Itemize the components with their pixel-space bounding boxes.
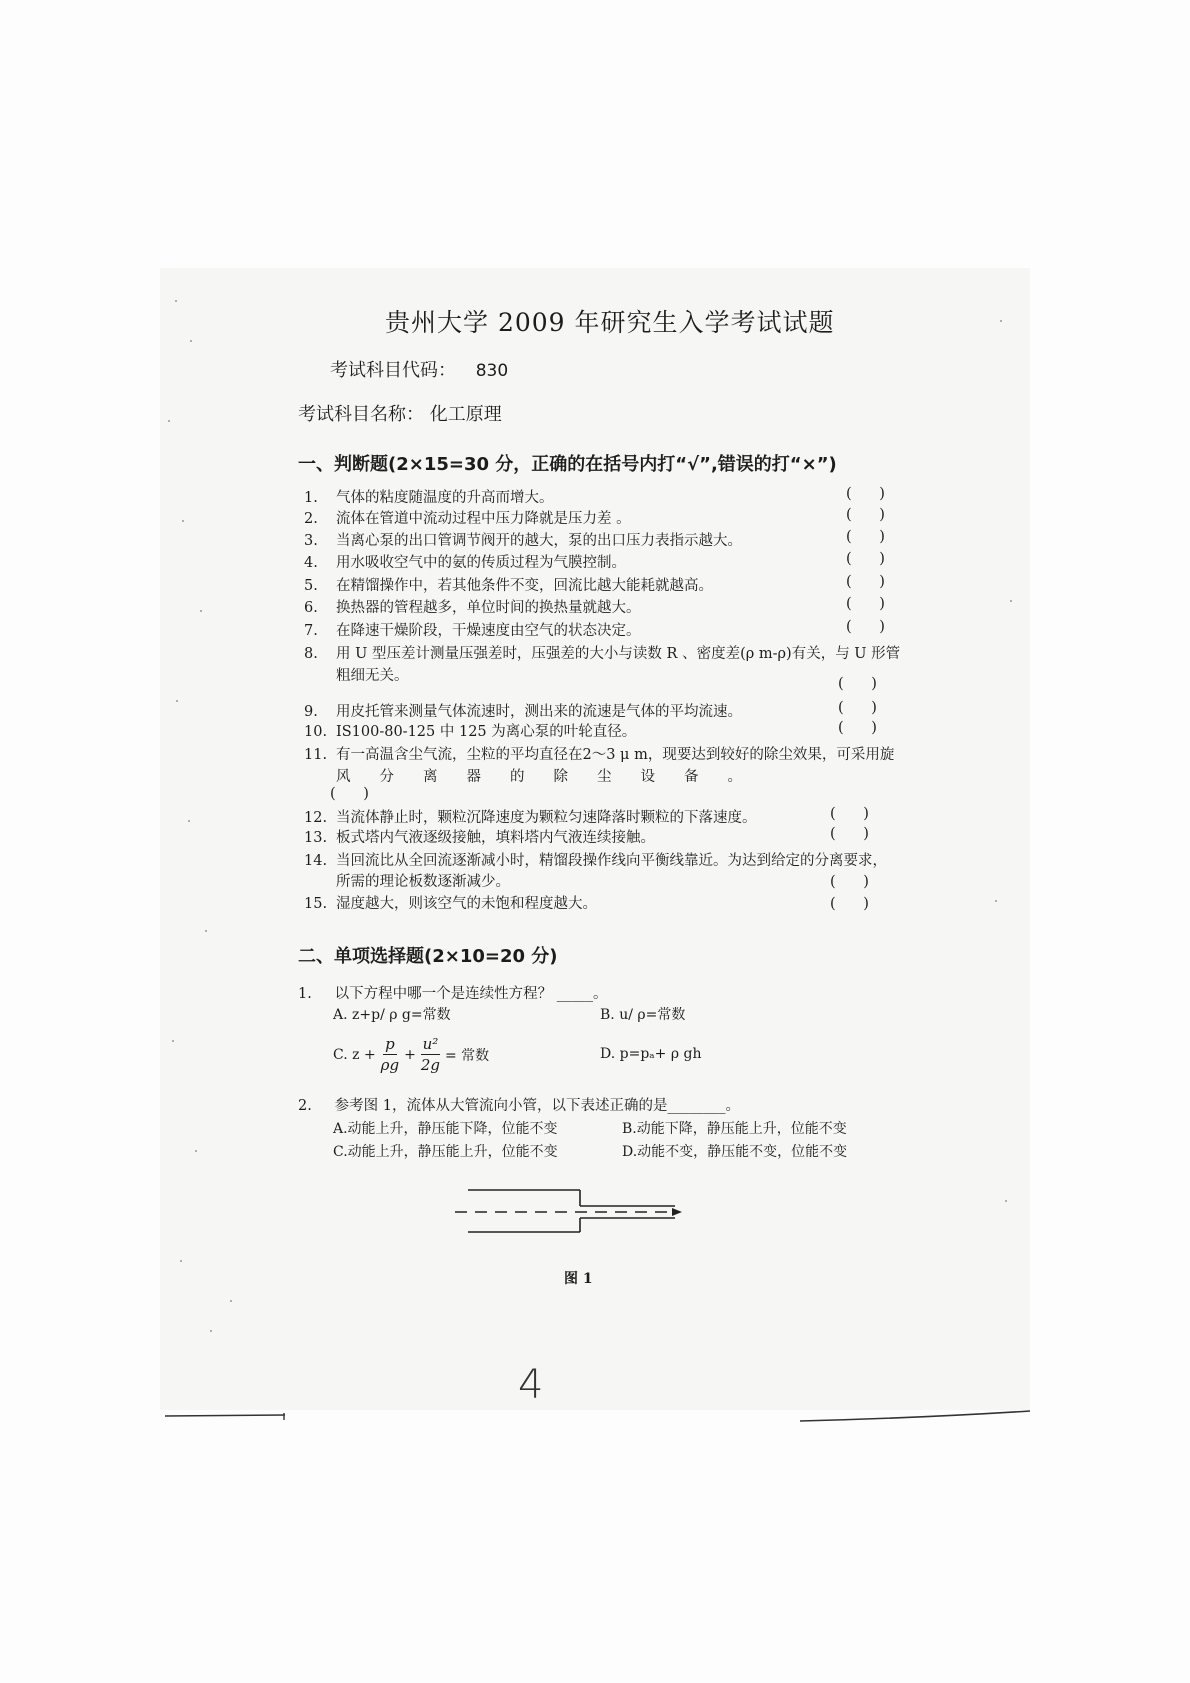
item-text: 有一高温含尘气流，尘粒的平均直径在2～3 μ m，现要达到较好的除尘效果，可采用旋: [336, 747, 895, 763]
answer-parentheses[interactable]: ( ): [846, 507, 885, 523]
item-text: 换热器的管程越多，单位时间的换热量就越大。: [336, 600, 641, 616]
option-d: D. p=pₐ+ ρ gh: [600, 1046, 702, 1062]
subject-name-value: 化工原理: [429, 404, 502, 425]
judgement-item: [304, 826, 655, 847]
figure-caption: 图 1: [564, 1271, 593, 1287]
scan-speckle: [172, 1040, 174, 1042]
scan-speckle: [1000, 320, 1002, 322]
item-text-continued: 所需的理论板数逐渐减少。: [336, 874, 510, 890]
judgement-item: [304, 849, 887, 870]
judgement-item: [304, 743, 894, 764]
answer-parentheses[interactable]: ( ): [330, 786, 369, 802]
item-number: 11.: [304, 747, 328, 763]
fraction-numerator: u²: [422, 1035, 439, 1053]
answer-parentheses[interactable]: ( ): [838, 700, 877, 716]
judgement-item: [304, 551, 626, 572]
item-text: 用 U 型压差计测量压强差时，压强差的大小与读数 R 、密度差(ρ m-ρ)有关，与 U 形管: [336, 646, 901, 662]
item-text: 在降速干燥阶段，干燥速度由空气的状态决定。: [336, 623, 641, 639]
edge-line-right: [800, 1411, 1030, 1421]
answer-parentheses[interactable]: ( ): [830, 896, 869, 912]
judgement-item: [304, 642, 900, 663]
scan-speckle: [230, 1300, 232, 1302]
judgement-item: [304, 507, 631, 528]
item-number: 13.: [304, 830, 328, 846]
scan-speckle: [195, 1150, 197, 1152]
subject-code: [330, 356, 508, 382]
item-text: 流体在管道中流动过程中压力降就是压力差 。: [336, 511, 631, 527]
judgement-item: [304, 596, 641, 617]
fraction-numerator: p: [385, 1035, 395, 1053]
question-text: 参考图 1，流体从大管流向小管，以下表述正确的是________。: [334, 1098, 740, 1114]
item-number: 1.: [304, 490, 318, 506]
scan-speckle: [180, 1260, 182, 1262]
answer-parentheses[interactable]: ( ): [830, 874, 869, 890]
scan-speckle: [168, 420, 170, 422]
judgement-item: [304, 720, 636, 741]
answer-parentheses[interactable]: ( ): [846, 619, 885, 635]
question-number: 1.: [298, 986, 312, 1002]
fraction-denominator: 2g: [420, 1056, 440, 1074]
judgement-item: [304, 806, 757, 827]
judgement-item: [304, 574, 713, 595]
answer-parentheses[interactable]: ( ): [846, 574, 885, 590]
scan-speckle: [210, 1330, 212, 1332]
subject-name: [298, 400, 502, 426]
item-text: 气体的粘度随温度的升高而增大。: [336, 490, 554, 506]
mc-question-1: [298, 982, 607, 1003]
scan-speckle: [1010, 600, 1012, 602]
answer-parentheses[interactable]: ( ): [838, 720, 877, 736]
item-text: 用水吸收空气中的氨的传质过程为气膜控制。: [336, 555, 626, 571]
mc-question-2: [298, 1094, 740, 1115]
figure-1-pipe-diagram: [450, 1178, 690, 1248]
item-text: 当离心泵的出口管调节阀开的越大，泵的出口压力表指示越大。: [336, 533, 742, 549]
scan-speckle: [200, 610, 202, 612]
answer-parentheses[interactable]: ( ): [830, 806, 869, 822]
scan-speckle: [1005, 1200, 1007, 1202]
judgement-item: [304, 486, 554, 507]
item-text: 当回流比从全回流逐渐减小时，精馏段操作线向平衡线靠近。为达到给定的分离要求，: [336, 853, 887, 869]
flow-arrow-icon: [672, 1208, 682, 1216]
judgement-item: [304, 619, 641, 640]
question-text: 以下方程中哪一个是连续性方程？ _____。: [334, 986, 608, 1002]
item-number: 7.: [304, 623, 318, 639]
section2-heading: 二、单项选择题(2×10=20 分): [298, 946, 558, 967]
edge-line-left: [165, 1415, 285, 1416]
scan-speckle: [190, 340, 192, 342]
item-number: 3.: [304, 533, 318, 549]
scan-speckle: [188, 820, 190, 822]
fraction-denominator: ρg: [380, 1056, 400, 1074]
item-number: 15.: [304, 896, 328, 912]
item-number: 9.: [304, 704, 318, 720]
subject-code-value: 830: [475, 361, 509, 381]
item-number: 14.: [304, 853, 328, 869]
judgement-item: [304, 892, 597, 913]
answer-parentheses[interactable]: ( ): [846, 551, 885, 567]
option-b: B. u/ ρ=常数: [600, 1007, 686, 1023]
item-number: 4.: [304, 555, 318, 571]
judgement-item: [304, 700, 742, 721]
judgement-item: [304, 529, 742, 550]
item-number: 5.: [304, 578, 318, 594]
option-b: B.动能下降，静压能上升，位能不变: [622, 1121, 847, 1137]
option-c-suffix: = 常数: [444, 1047, 490, 1064]
fraction-p-over-rho-g: [379, 1034, 401, 1075]
question-number: 2.: [298, 1098, 312, 1114]
scan-edge-lines: [160, 1408, 1040, 1424]
answer-parentheses[interactable]: ( ): [838, 676, 877, 692]
item-text: IS100-80-125 中 125 为离心泵的叶轮直径。: [336, 724, 637, 740]
exam-title: 贵州大学 2009 年研究生入学考试试题: [385, 308, 835, 337]
plus-sign: +: [404, 1046, 416, 1063]
option-c: C.动能上升，静压能上升，位能不变: [333, 1144, 558, 1160]
answer-parentheses[interactable]: ( ): [846, 486, 885, 502]
answer-parentheses[interactable]: ( ): [846, 529, 885, 545]
option-a: A. z+p/ ρ g=常数: [333, 1007, 451, 1023]
item-text: 湿度越大，则该空气的未饱和程度越大。: [336, 896, 597, 912]
fraction-u2-over-2g: [419, 1034, 442, 1075]
scan-speckle: [182, 520, 184, 522]
item-number: 6.: [304, 600, 318, 616]
item-text: 当流体静止时，颗粒沉降速度为颗粒匀速降落时颗粒的下落速度。: [336, 810, 757, 826]
section1-heading: 一、判断题(2×15=30 分，正确的在括号内打“√”,错误的打“×”): [298, 454, 837, 475]
item-text: 板式塔内气液逐级接触，填料塔内气液连续接触。: [336, 830, 655, 846]
item-number: 8.: [304, 646, 318, 662]
scan-speckle: [176, 700, 178, 702]
item-text: 用皮托管来测量气体流速时，测出来的流速是气体的平均流速。: [336, 704, 742, 720]
item-text-continued: 风 分 离 器 的 除 尘 设 备 。: [336, 769, 742, 785]
scan-speckle: [175, 300, 177, 302]
item-text: 在精馏操作中，若其他条件不变，回流比越大能耗就越高。: [336, 578, 713, 594]
option-c: [333, 1034, 489, 1075]
item-number: 2.: [304, 511, 318, 527]
answer-parentheses[interactable]: ( ): [846, 596, 885, 612]
option-c-prefix: C. z +: [333, 1046, 376, 1063]
scan-speckle: [995, 900, 997, 902]
item-number: 12.: [304, 810, 328, 826]
item-text-continued: 粗细无关。: [336, 668, 409, 684]
scan-speckle: [205, 930, 207, 932]
handwritten-page-number: 4: [518, 1362, 544, 1408]
option-d: D.动能不变，静压能不变，位能不变: [622, 1144, 848, 1160]
item-number: 10.: [304, 724, 328, 740]
option-a: A.动能上升，静压能下降，位能不变: [333, 1121, 558, 1137]
answer-parentheses[interactable]: ( ): [830, 826, 869, 842]
subject-name-label: 考试科目名称：: [298, 404, 424, 425]
subject-code-label: 考试科目代码：: [330, 360, 456, 381]
